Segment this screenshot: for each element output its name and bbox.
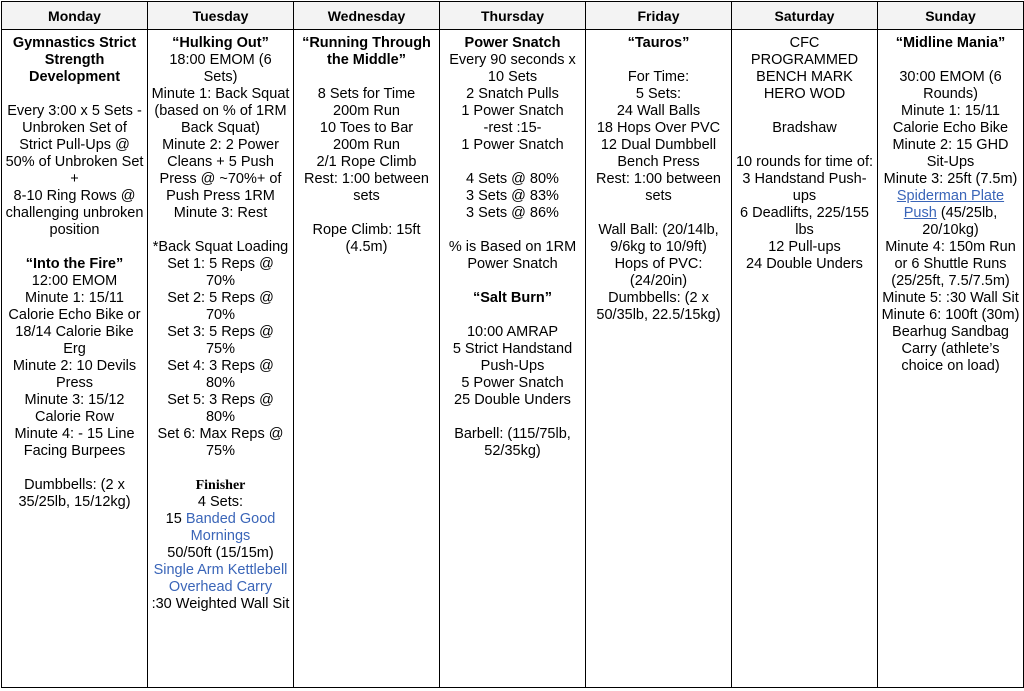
cell-sunday [878, 30, 1024, 688]
workout-line: 200m Run [333, 137, 400, 153]
workout-line [151, 562, 290, 596]
workout-line: 5 Sets: [635, 86, 682, 102]
set-line: Set 3: 5 Reps @ 75% [167, 324, 274, 357]
workout-line: Minute 1: 15/11 Calorie Echo Bike [892, 103, 1009, 136]
workout-line: 8-10 Ring Rows @ challenging unbroken position [5, 188, 144, 238]
workout-line: Rest: 1:00 between sets [304, 171, 429, 204]
workout-title: “Midline Mania” [895, 35, 1006, 51]
workout-line: Minute 1: Back Squat (based on % of 1RM Back Squat) [151, 86, 290, 136]
single-arm-kettlebell-carry-link[interactable]: Single Arm Kettlebell Overhead Carry [153, 562, 288, 595]
workout-line: Minute 3: 15/12 Calorie Row [24, 392, 125, 425]
workout-line: 2 Snatch Pulls [466, 86, 559, 102]
workout-line: Rope Climb: 15ft (4.5m) [312, 222, 421, 255]
workout-line: 24 Wall Balls [616, 103, 701, 119]
workout-line: Minute 6: 100ft (30m) Bearhug Sandbag Carry (athlete’s choice on load) [881, 307, 1020, 374]
workout-line: Barbell: (115/75lb, 52/35kg) [454, 426, 571, 459]
cell-thursday [440, 30, 586, 688]
workout-line: 50/50ft (15/15m) [167, 545, 274, 561]
header-saturday: Saturday [732, 2, 878, 30]
cell-wednesday [294, 30, 440, 688]
workout-line: Minute 4: 150m Run or 6 Shuttle Runs (25/25ft, 7.5/7.5m) [885, 239, 1016, 289]
workout-line: 10 rounds for time of: [735, 154, 873, 170]
workout-line: 200m Run [333, 103, 400, 119]
set-line: Set 2: 5 Reps @ 70% [167, 290, 274, 323]
workout-line-text: 15 [165, 511, 186, 527]
spiderman-plate-push-link[interactable]: Spiderman Plate Push [896, 188, 1005, 221]
workout-line: 3 Sets @ 86% [466, 205, 559, 221]
workout-line: Dumbbells: (2 x 50/35lb, 22.5/15kg) [596, 290, 721, 323]
workout-line: Minute 4: - 15 Line Facing Burpees [14, 426, 135, 459]
workout-line: 5 Power Snatch [461, 375, 564, 391]
workout-line: 12 Dual Dumbbell Bench Press [600, 137, 717, 170]
workout-title: “Salt Burn” [473, 290, 552, 306]
header-thursday: Thursday [440, 2, 586, 30]
set-line: Set 6: Max Reps @ 75% [157, 426, 284, 459]
workout-line-text: Minute 3: 25ft (7.5m) [883, 171, 1018, 187]
workout-line: :30 Weighted Wall Sit [151, 596, 290, 612]
cell-monday [2, 30, 148, 688]
workout-line: 2/1 Rope Climb [316, 154, 417, 170]
workout-title: “Running Through the Middle” [302, 35, 431, 68]
workout-line: 24 Double Unders [746, 256, 863, 272]
cell-friday [586, 30, 732, 688]
workout-line: Hops of PVC: (24/20in) [614, 256, 703, 289]
workout-line: 10 Toes to Bar [319, 120, 414, 136]
header-wednesday: Wednesday [294, 2, 440, 30]
workout-line-text: (45/25lb, 20/10kg) [922, 205, 998, 238]
workout-line: *Back Squat Loading [152, 239, 289, 255]
workout-line: 30:00 EMOM (6 Rounds) [899, 69, 1002, 102]
workout-title: CFC PROGRAMMED BENCH MARK HERO WOD [750, 35, 859, 102]
workout-line: Bradshaw [772, 120, 837, 136]
workout-line: 10:00 AMRAP [466, 324, 559, 340]
workout-line: + [70, 171, 79, 187]
workout-row [2, 30, 1024, 688]
header-row [2, 2, 1024, 30]
workout-line: Minute 2: 2 Power Cleans + 5 Push Press @ ~70%+ of Push Press 1RM [159, 137, 282, 204]
workout-line: Minute 2: 10 Devils Press [12, 358, 137, 391]
workout-line [151, 511, 290, 545]
workout-line: 18:00 EMOM (6 Sets) [169, 52, 272, 85]
workout-line: 1 Power Snatch [461, 103, 564, 119]
weekly-workout-table [1, 1, 1024, 688]
finisher-title: Finisher [195, 478, 246, 493]
workout-line: Every 90 seconds x 10 Sets [449, 52, 576, 85]
workout-line: Minute 2: 15 GHD Sit-Ups [892, 137, 1009, 170]
set-line: Set 4: 3 Reps @ 80% [167, 358, 274, 391]
set-line: Set 1: 5 Reps @ 70% [167, 256, 274, 289]
workout-line: Minute 1: 15/11 Calorie Echo Bike or 18/14 Calorie Bike Erg [8, 290, 141, 357]
header-friday: Friday [586, 2, 732, 30]
workout-line: For Time: [627, 69, 690, 85]
workout-line: Rest: 1:00 between sets [596, 171, 721, 204]
workout-title: “Into the Fire” [25, 256, 124, 272]
workout-line: 12:00 EMOM [31, 273, 118, 289]
set-line: Set 5: 3 Reps @ 80% [167, 392, 274, 425]
workout-line: 12 Pull-ups [768, 239, 841, 255]
workout-line: Wall Ball: (20/14lb, 9/6kg to 10/9ft) [598, 222, 719, 255]
workout-title: “Hulking Out” [172, 35, 269, 51]
header-monday: Monday [2, 2, 148, 30]
workout-line: 18 Hops Over PVC [596, 120, 721, 136]
workout-line: 3 Sets @ 83% [466, 188, 559, 204]
workout-line [881, 171, 1020, 239]
cell-tuesday [148, 30, 294, 688]
header-sunday: Sunday [878, 2, 1024, 30]
workout-title: “Tauros” [627, 35, 690, 51]
workout-line: Minute 3: Rest [173, 205, 268, 221]
workout-title: Gymnastics Strict Strength Development [12, 35, 137, 85]
workout-line: 6 Deadlifts, 225/155 lbs [740, 205, 869, 238]
cell-saturday [732, 30, 878, 688]
workout-title: Power Snatch [464, 35, 561, 51]
workout-line: Every 3:00 x 5 Sets - Unbroken Set of Strict Pull-Ups @ 50% of Unbroken Set [5, 103, 144, 170]
banded-good-mornings-link[interactable]: Banded Good Mornings [185, 511, 276, 544]
workout-line: 4 Sets: [197, 494, 244, 510]
workout-line: 3 Handstand Push-ups [742, 171, 867, 204]
workout-line: 4 Sets @ 80% [466, 171, 559, 187]
workout-line: 5 Strict Handstand Push-Ups [452, 341, 573, 374]
workout-line: 1 Power Snatch [461, 137, 564, 153]
workout-line: % is Based on 1RM Power Snatch [448, 239, 577, 272]
workout-line: 8 Sets for Time [317, 86, 416, 102]
workout-line: -rest :15- [483, 120, 542, 136]
workout-line: Dumbbells: (2 x 35/25lb, 15/12kg) [18, 477, 131, 510]
workout-line: 25 Double Unders [454, 392, 571, 408]
workout-line: Minute 5: :30 Wall Sit [882, 290, 1019, 306]
header-tuesday: Tuesday [148, 2, 294, 30]
